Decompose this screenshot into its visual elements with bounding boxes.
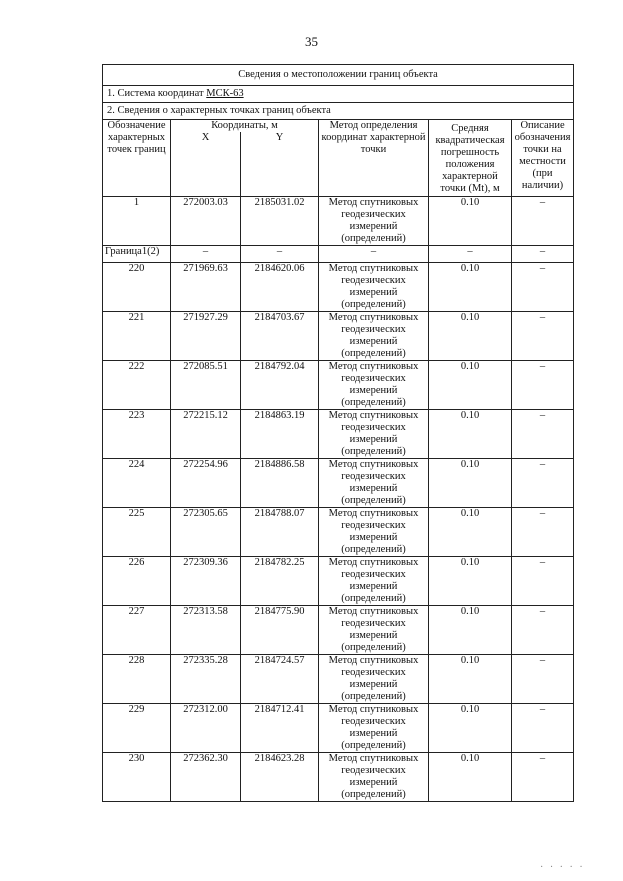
boundary-row	[103, 246, 574, 263]
header-y: Y	[241, 132, 319, 197]
point-description: –	[512, 753, 574, 802]
point-number: 227	[103, 606, 171, 655]
coordinate-system-row	[103, 86, 574, 103]
boundary-label: Граница1(2)	[103, 246, 171, 263]
point-method: Метод спутниковых геодезических измерений (определений)	[319, 410, 429, 459]
boundary-error: –	[429, 246, 512, 263]
table-body	[103, 263, 574, 802]
point-description: –	[512, 606, 574, 655]
point-y: 2184886.58	[241, 459, 319, 508]
point-error: 0.10	[429, 508, 512, 557]
point-number: 224	[103, 459, 171, 508]
point-error: 0.10	[429, 197, 512, 246]
point-x: 271927.29	[171, 312, 241, 361]
header-coordinates: Координаты, м	[171, 120, 319, 133]
table-row	[103, 197, 574, 246]
point-x: 272085.51	[171, 361, 241, 410]
point-x: 272003.03	[171, 197, 241, 246]
point-x: 272362.30	[171, 753, 241, 802]
table-row	[103, 312, 574, 361]
point-method: Метод спутниковых геодезических измерений (определений)	[319, 263, 429, 312]
table-row	[103, 557, 574, 606]
table-row	[103, 655, 574, 704]
header-description: Описание обозначения точки на местности (при наличии)	[512, 120, 574, 197]
points-heading-row	[103, 103, 574, 120]
point-number: 230	[103, 753, 171, 802]
point-number: 223	[103, 410, 171, 459]
point-error: 0.10	[429, 655, 512, 704]
point-error: 0.10	[429, 704, 512, 753]
header-x: X	[171, 132, 241, 197]
point-number: 1	[103, 197, 171, 246]
point-y: 2184863.19	[241, 410, 319, 459]
point-method: Метод спутниковых геодезических измерений (определений)	[319, 312, 429, 361]
point-description: –	[512, 263, 574, 312]
point-error: 0.10	[429, 459, 512, 508]
coordinate-system-prefix: 1. Система координат	[107, 88, 204, 99]
point-error: 0.10	[429, 753, 512, 802]
coordinate-system	[103, 86, 574, 103]
table-row	[103, 361, 574, 410]
point-x: 271969.63	[171, 263, 241, 312]
point-description: –	[512, 197, 574, 246]
point-x: 272309.36	[171, 557, 241, 606]
point-error: 0.10	[429, 263, 512, 312]
point-number: 226	[103, 557, 171, 606]
point-description: –	[512, 312, 574, 361]
point-method: Метод спутниковых геодезических измерений (определений)	[319, 508, 429, 557]
table-title-row	[103, 65, 574, 86]
point-y: 2185031.02	[241, 197, 319, 246]
point-description: –	[512, 459, 574, 508]
point-x: 272335.28	[171, 655, 241, 704]
table-row	[103, 753, 574, 802]
table-row	[103, 459, 574, 508]
table-header	[103, 120, 574, 197]
point-number: 222	[103, 361, 171, 410]
page-number: 35	[305, 34, 318, 49]
margin-mark: · · · · ·	[540, 862, 585, 873]
header-designation: Обозначение характерных точек границ	[103, 120, 171, 197]
header-method: Метод определения координат характерной точки	[319, 120, 429, 197]
point-method: Метод спутниковых геодезических измерений (определений)	[319, 704, 429, 753]
table-row	[103, 263, 574, 312]
point-y: 2184775.90	[241, 606, 319, 655]
point-y: 2184703.67	[241, 312, 319, 361]
point-number: 220	[103, 263, 171, 312]
point-method: Метод спутниковых геодезических измерений (определений)	[319, 655, 429, 704]
boundary-x: –	[171, 246, 241, 263]
point-y: 2184782.25	[241, 557, 319, 606]
point-x: 272254.96	[171, 459, 241, 508]
point-method: Метод спутниковых геодезических измерений (определений)	[319, 459, 429, 508]
table-row	[103, 410, 574, 459]
boundary-description: –	[512, 246, 574, 263]
point-method: Метод спутниковых геодезических измерений (определений)	[319, 753, 429, 802]
point-description: –	[512, 557, 574, 606]
point-y: 2184788.07	[241, 508, 319, 557]
point-error: 0.10	[429, 312, 512, 361]
point-description: –	[512, 655, 574, 704]
point-description: –	[512, 410, 574, 459]
point-method: Метод спутниковых геодезических измерений (определений)	[319, 557, 429, 606]
point-method: Метод спутниковых геодезических измерений (определений)	[319, 361, 429, 410]
point-method: Метод спутниковых геодезических измерений (определений)	[319, 606, 429, 655]
boundary-points-table	[102, 64, 574, 802]
point-number: 228	[103, 655, 171, 704]
point-error: 0.10	[429, 557, 512, 606]
point-x: 272312.00	[171, 704, 241, 753]
point-y: 2184712.41	[241, 704, 319, 753]
header-error: Средняя квадратическая погрешность положения характерной точки (Mt), м	[429, 120, 512, 197]
point-number: 225	[103, 508, 171, 557]
point-x: 272305.65	[171, 508, 241, 557]
point-x: 272215.12	[171, 410, 241, 459]
table-row	[103, 508, 574, 557]
point-error: 0.10	[429, 606, 512, 655]
point-y: 2184724.57	[241, 655, 319, 704]
point-number: 221	[103, 312, 171, 361]
point-error: 0.10	[429, 361, 512, 410]
point-description: –	[512, 361, 574, 410]
points-heading: 2. Сведения о характерных точках границ объекта	[103, 103, 574, 120]
point-y: 2184792.04	[241, 361, 319, 410]
point-description: –	[512, 508, 574, 557]
point-method: Метод спутниковых геодезических измерений (определений)	[319, 197, 429, 246]
point-y: 2184620.06	[241, 263, 319, 312]
table-row	[103, 704, 574, 753]
point-x: 272313.58	[171, 606, 241, 655]
point-number: 229	[103, 704, 171, 753]
point-error: 0.10	[429, 410, 512, 459]
point-description: –	[512, 704, 574, 753]
point-y: 2184623.28	[241, 753, 319, 802]
boundary-method: –	[319, 246, 429, 263]
table-row	[103, 606, 574, 655]
table-title: Сведения о местоположении границ объекта	[103, 65, 574, 86]
coordinate-system-name: МСК-63	[206, 88, 244, 99]
boundary-y: –	[241, 246, 319, 263]
